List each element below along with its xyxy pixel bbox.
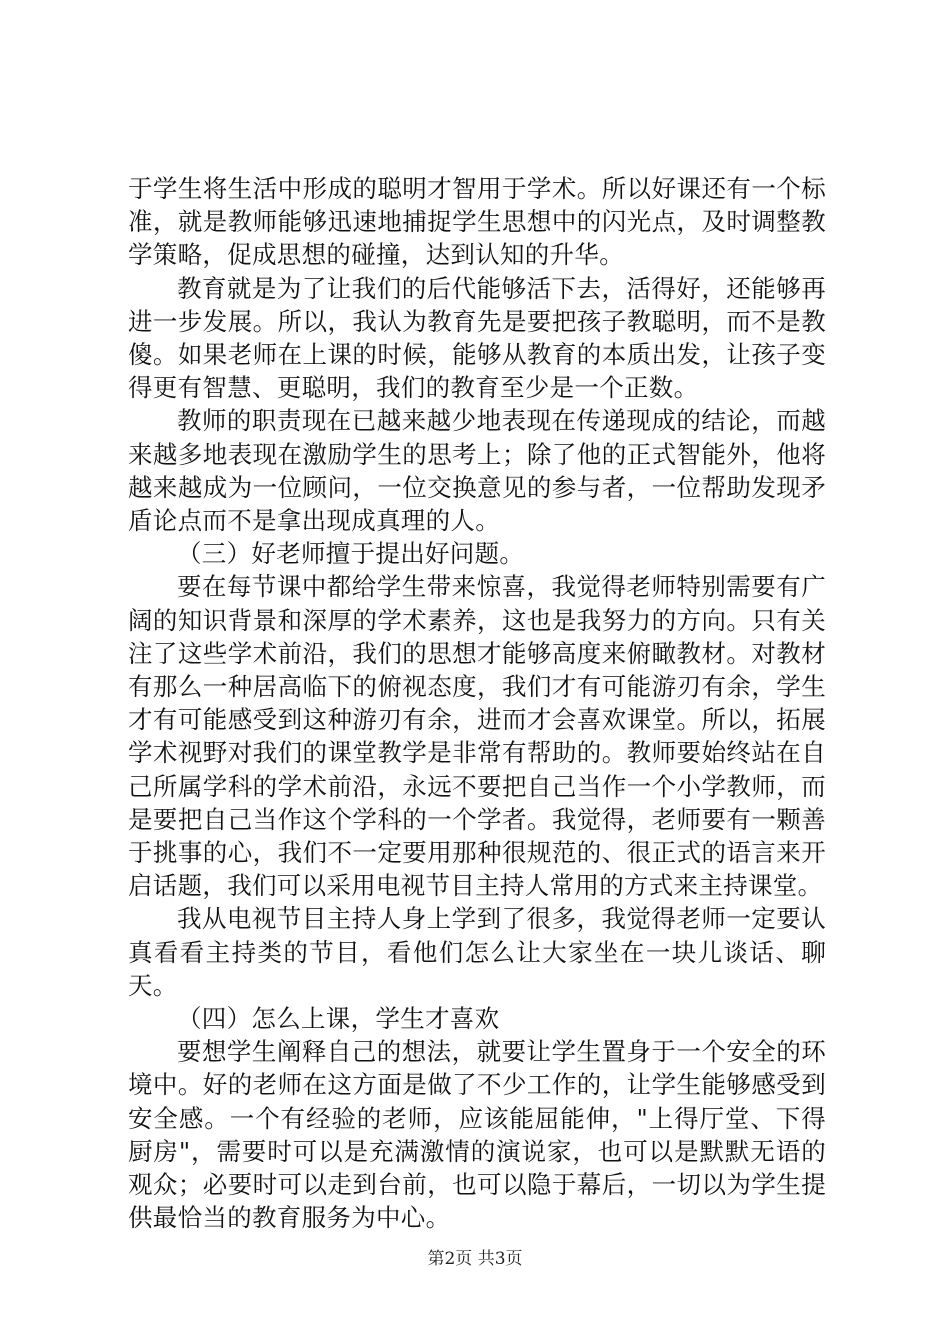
paragraph-6: 要想学生阐释自己的想法，就要让学生置身于一个安全的环境中。好的老师在这方面是做了不少工作的，让学生能够感受到安全感。一个有经验的老师，应该能屈能伸，"上得厅堂、下得厨房"，需要时可以是充满激情的演说家，也可以是默默无语的观众；必要时可以走到台前，也可以隐于幕后，一切以为学生提供最恰当的教育服务为中心。 — [128, 1037, 826, 1233]
paragraph-4: 要在每节课中都给学生带来惊喜，我觉得老师特别需要有广阔的知识背景和深厚的学术素养，这也是我努力的方向。只有关注了这些学术前沿，我们的思想才能够高度来俯瞰教材。对教材有那么一种居高临下的俯视态度，我们才有可能游刃有余，学生才有可能感受到这种游刃有余，进而才会喜欢课堂。所以，拓展学术视野对我们的课堂教学是非常有帮助的。教师要始终站在自己所属学科的学术前沿，永远不要把自己当作一个小学教师，而是要把自己当作这个学科的一个学者。我觉得，老师要有一颗善于挑事的心，我们不一定要用那种很规范的、很正式的语言来开启话题，我们可以采用电视节目主持人常用的方式来主持课堂。 — [128, 572, 826, 901]
paragraph-1: 于学生将生活中形成的聪明才智用于学术。所以好课还有一个标准，就是教师能够迅速地捕捉学生思想中的闪光点，及时调整教学策略，促成思想的碰撞，达到认知的升华。 — [128, 174, 826, 270]
section-heading-4: （四）怎么上课，学生才喜欢 — [177, 1004, 500, 1034]
page-number-footer: 第2页 共3页 — [427, 1249, 523, 1269]
paragraph-3: 教师的职责现在已越来越少地表现在传递现成的结论，而越来越多地表现在激励学生的思考上；除了他的正式智能外，他将越来越成为一位顾问，一位交换意见的参与者，一位帮助发现矛盾论点而不是拿出现成真理的人。 — [128, 406, 826, 536]
paragraph-2: 教育就是为了让我们的后代能够活下去，活得好，还能够再进一步发展。所以，我认为教育先是要把孩子教聪明，而不是教傻。如果老师在上课的时候，能够从教育的本质出发，让孩子变得更有智慧、更聪明，我们的教育至少是一个正数。 — [128, 273, 826, 403]
section-heading-3: （三）好老师擅于提出好问题。 — [177, 539, 525, 569]
paragraph-5: 我从电视节目主持人身上学到了很多，我觉得老师一定要认真看看主持类的节目，看他们怎么让大家坐在一块儿谈话、聊天。 — [128, 904, 826, 1000]
document-body — [128, 172, 826, 1235]
